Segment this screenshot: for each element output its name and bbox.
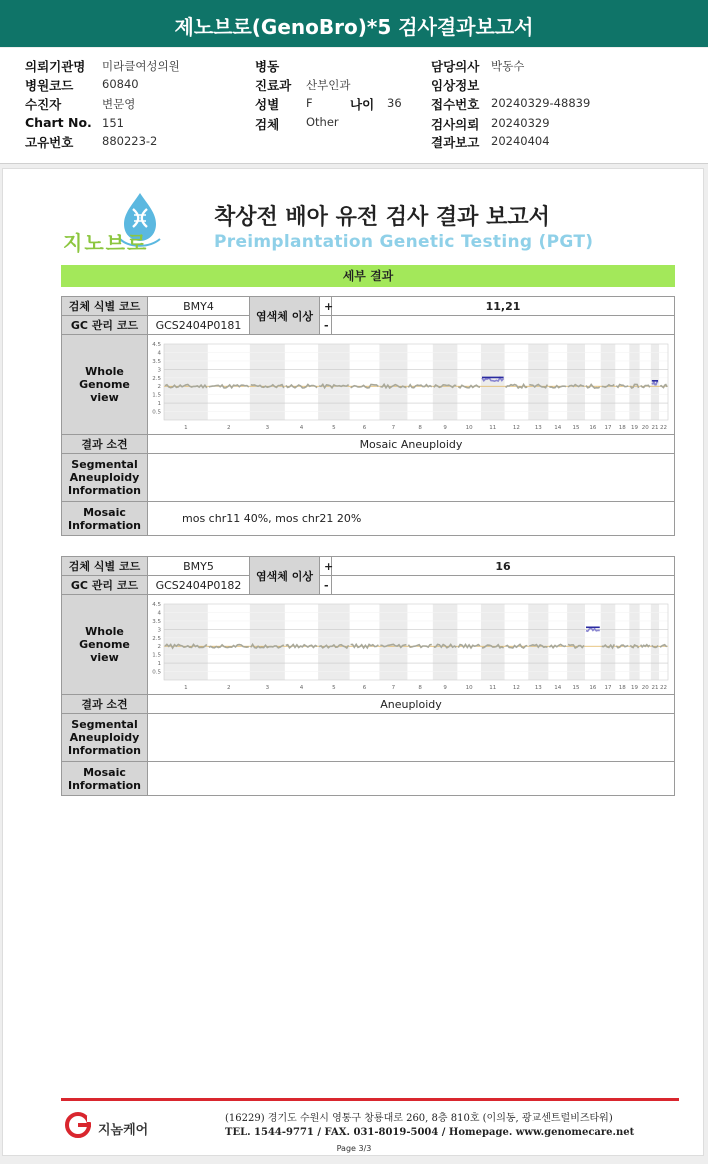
finding-label: 결과 소견: [62, 695, 148, 714]
chrom-band: [601, 344, 616, 420]
meta-r1c1: 의뢰기관명: [25, 59, 86, 74]
meta-r2c2-label: 진료과: [255, 78, 292, 93]
x-tick-label: 22: [660, 424, 668, 431]
mosaic-value: [148, 762, 675, 796]
sample-id-value: BMY4: [148, 297, 250, 316]
x-tick-label: 22: [660, 684, 668, 691]
x-tick-label: 10: [465, 684, 473, 691]
chrom-band: [567, 604, 585, 680]
result-table-1: [61, 296, 675, 536]
x-tick-label: 2: [227, 684, 231, 691]
x-tick-label: 20: [641, 684, 649, 691]
x-tick-label: 12: [512, 424, 520, 431]
x-tick-label: 5: [332, 684, 336, 691]
y-tick-label: 3: [157, 366, 161, 373]
x-tick-label: 15: [572, 424, 580, 431]
company-address: [225, 1112, 634, 1140]
y-tick-label: 3.5: [152, 618, 161, 625]
chrom-trace: [549, 644, 566, 647]
brand-name: 지노브로: [63, 231, 149, 255]
meta-r4c2-label: 검체: [255, 117, 280, 132]
x-tick-label: 8: [418, 684, 422, 691]
gc-code-label: GC 관리 코드: [62, 576, 148, 595]
y-tick-label: 0.5: [152, 409, 161, 416]
x-tick-label: 9: [443, 684, 447, 691]
wgv-label: Whole Genome view: [62, 595, 148, 695]
x-tick-label: 12: [512, 684, 520, 691]
chrom-trace: [586, 628, 600, 631]
meta-r5c1-value: 880223-2: [102, 134, 158, 148]
x-tick-label: 15: [572, 684, 580, 691]
genome-plot-1: [148, 336, 674, 434]
chrom-band: [379, 344, 407, 420]
y-tick-label: 0.5: [152, 669, 161, 676]
sample-id-label: 검체 식별 코드: [62, 557, 148, 576]
plus-value: 11,21: [332, 297, 675, 316]
y-tick-label: 2: [157, 383, 161, 390]
x-tick-label: 19: [630, 424, 638, 431]
result-table-2: [61, 556, 675, 796]
chrom-abn-label: 염색체 이상: [250, 297, 320, 335]
chrom-trace: [641, 644, 650, 646]
segmental-value: [148, 454, 675, 502]
meta-r1c3-label: 담당의사: [431, 59, 480, 74]
x-tick-label: 13: [534, 684, 542, 691]
meta-r2c1-label: 병원코드: [25, 78, 74, 93]
chrom-band: [379, 604, 407, 680]
y-tick-label: 2: [157, 643, 161, 650]
mosaic-value: mos chr11 40%, mos chr21 20%: [148, 502, 675, 536]
chrom-band: [318, 344, 350, 420]
minus-label: -: [320, 576, 332, 595]
x-tick-label: 19: [630, 684, 638, 691]
chrom-band: [651, 604, 659, 680]
y-tick-label: 4: [157, 609, 161, 616]
y-tick-label: 3.5: [152, 358, 161, 365]
chrom-band: [567, 344, 585, 420]
mosaic-label: Mosaic Information: [62, 762, 148, 796]
plus-value: 16: [332, 557, 675, 576]
chrom-trace: [506, 384, 528, 388]
meta-r5c3-label: 결과보고: [431, 135, 480, 150]
x-tick-label: 4: [299, 424, 304, 431]
chrom-band: [528, 604, 548, 680]
x-tick-label: 18: [618, 684, 626, 691]
x-tick-label: 7: [391, 424, 396, 431]
chrom-trace: [641, 385, 650, 387]
chrom-band: [250, 604, 285, 680]
footer-divider: [61, 1098, 679, 1101]
gc-code-label: GC 관리 코드: [62, 316, 148, 335]
y-tick-label: 1: [157, 660, 161, 667]
page-number: Page 3/3: [336, 1144, 372, 1153]
y-tick-label: 1.5: [152, 392, 161, 399]
plot-frame: [164, 344, 668, 420]
meta-r3c2-value: F: [306, 96, 313, 110]
x-tick-label: 6: [362, 684, 367, 691]
x-tick-label: 21: [651, 684, 659, 691]
y-tick-label: 4: [157, 349, 161, 356]
finding-value: Mosaic Aneuploidy: [148, 435, 675, 454]
meta-r3c3-label: 접수번호: [431, 97, 480, 112]
x-tick-label: 16: [589, 424, 597, 431]
x-tick-label: 11: [489, 424, 497, 431]
x-tick-label: 20: [641, 424, 649, 431]
chrom-band: [164, 344, 208, 420]
y-tick-label: 2.5: [152, 635, 161, 642]
genomecare-logo-icon: [65, 1112, 95, 1138]
x-tick-label: 6: [362, 424, 367, 431]
x-tick-label: 13: [534, 424, 542, 431]
chrom-band: [528, 344, 548, 420]
x-tick-label: 11: [489, 684, 497, 691]
address-line: (16229) 경기도 수원시 영통구 창룡대로 260, 8층 810호 (이의동, 광교센트럴비즈타워): [225, 1113, 613, 1124]
chrom-band: [433, 604, 458, 680]
meta-r2c3-label: 임상정보: [431, 78, 480, 93]
x-tick-label: 1: [184, 424, 188, 431]
finding-value: Aneuploidy: [148, 695, 675, 714]
x-tick-label: 1: [184, 684, 188, 691]
meta-r3c2-label: 성별: [255, 97, 280, 112]
meta-r3c3-value: 20240329-48839: [491, 96, 591, 110]
section-header: 세부 결과: [61, 265, 675, 287]
y-tick-label: 4.5: [152, 341, 161, 348]
x-tick-label: 7: [391, 684, 396, 691]
chrom-trace: [660, 384, 667, 387]
gc-code-value: GCS2404P0181: [148, 316, 250, 335]
meta-r1c2-label: 병동: [255, 59, 280, 74]
meta-r4c2-value: Other: [306, 115, 339, 129]
minus-label: -: [320, 316, 332, 335]
chrom-band: [629, 344, 639, 420]
y-tick-label: 3: [157, 626, 161, 633]
y-tick-label: 1: [157, 400, 161, 407]
x-tick-label: 5: [332, 424, 336, 431]
doc-subtitle: Preimplantation Genetic Testing (PGT): [214, 232, 594, 252]
report-page: [2, 168, 704, 1156]
chrom-band: [433, 344, 458, 420]
chrom-band: [318, 604, 350, 680]
mosaic-label: Mosaic Information: [62, 502, 148, 536]
x-tick-label: 21: [651, 424, 659, 431]
x-tick-label: 14: [554, 684, 562, 691]
x-tick-label: 17: [604, 684, 612, 691]
sample-id-value: BMY5: [148, 557, 250, 576]
meta-age-value: 36: [387, 96, 402, 110]
y-tick-label: 2.5: [152, 375, 161, 382]
meta-r4c1-value: 151: [102, 116, 124, 130]
x-tick-label: 17: [604, 424, 612, 431]
meta-r2c2-value: 산부인과: [306, 78, 351, 92]
meta-r4c3-label: 검사의뢰: [431, 117, 480, 132]
meta-r2c1-value: 60840: [102, 77, 139, 91]
plot-frame: [164, 604, 668, 680]
x-tick-label: 3: [265, 424, 270, 431]
company-name: 지놈케어: [98, 1123, 149, 1138]
meta-r3c1-label: 수진자: [25, 97, 62, 112]
chrom-band: [481, 604, 505, 680]
chrom-band: [629, 604, 639, 680]
x-tick-label: 8: [418, 424, 422, 431]
chrom-trace: [286, 384, 317, 387]
finding-label: 결과 소견: [62, 435, 148, 454]
x-tick-label: 9: [443, 424, 447, 431]
contact-line: TEL. 1544-9771 / FAX. 031-8019-5004 / Homepage. www.genomecare.net: [225, 1127, 635, 1138]
gc-code-value: GCS2404P0182: [148, 576, 250, 595]
y-tick-label: 1.5: [152, 652, 161, 659]
y-tick-label: 4.5: [152, 601, 161, 608]
meta-r3c1-value: 변문영: [102, 97, 136, 111]
doc-title: 착상전 배아 유전 검사 결과 보고서: [214, 205, 550, 230]
meta-r1c1-value: 미라클여성의원: [102, 59, 180, 73]
segmental-label: Segmental Aneuploidy Information: [62, 454, 148, 502]
segmental-value: [148, 714, 675, 762]
x-tick-label: 18: [618, 424, 626, 431]
patient-info: [0, 48, 708, 164]
chrom-trace: [351, 644, 379, 648]
wgv-label: Whole Genome view: [62, 335, 148, 435]
chrom-abn-label: 염색체 이상: [250, 557, 320, 595]
x-tick-label: 4: [299, 684, 304, 691]
segmental-label: Segmental Aneuploidy Information: [62, 714, 148, 762]
meta-r5c1-label: 고유번호: [25, 135, 74, 150]
chrom-trace: [286, 644, 317, 647]
x-tick-label: 2: [227, 424, 231, 431]
meta-r4c3-value: 20240329: [491, 116, 550, 130]
plus-label: +: [320, 557, 332, 576]
chrom-band: [481, 344, 505, 420]
meta-r4c1-label: Chart No.: [25, 115, 92, 130]
meta-age-label: 나이: [350, 97, 375, 112]
x-tick-label: 16: [589, 684, 597, 691]
chrom-band: [601, 604, 616, 680]
chrom-band: [250, 344, 285, 420]
chrom-trace: [616, 384, 628, 387]
sample-id-label: 검체 식별 코드: [62, 297, 148, 316]
x-tick-label: 3: [265, 684, 270, 691]
x-tick-label: 10: [465, 424, 473, 431]
chrom-band: [164, 604, 208, 680]
minus-value: [332, 316, 675, 335]
x-tick-label: 14: [554, 424, 562, 431]
meta-r5c3-value: 20240404: [491, 134, 550, 148]
meta-r1c3-value: 박동수: [491, 59, 525, 73]
genome-plot-2: [148, 596, 674, 694]
plus-label: +: [320, 297, 332, 316]
minus-value: [332, 576, 675, 595]
report-title: 제노브로(GenoBro)*5 검사결과보고서: [0, 0, 708, 47]
